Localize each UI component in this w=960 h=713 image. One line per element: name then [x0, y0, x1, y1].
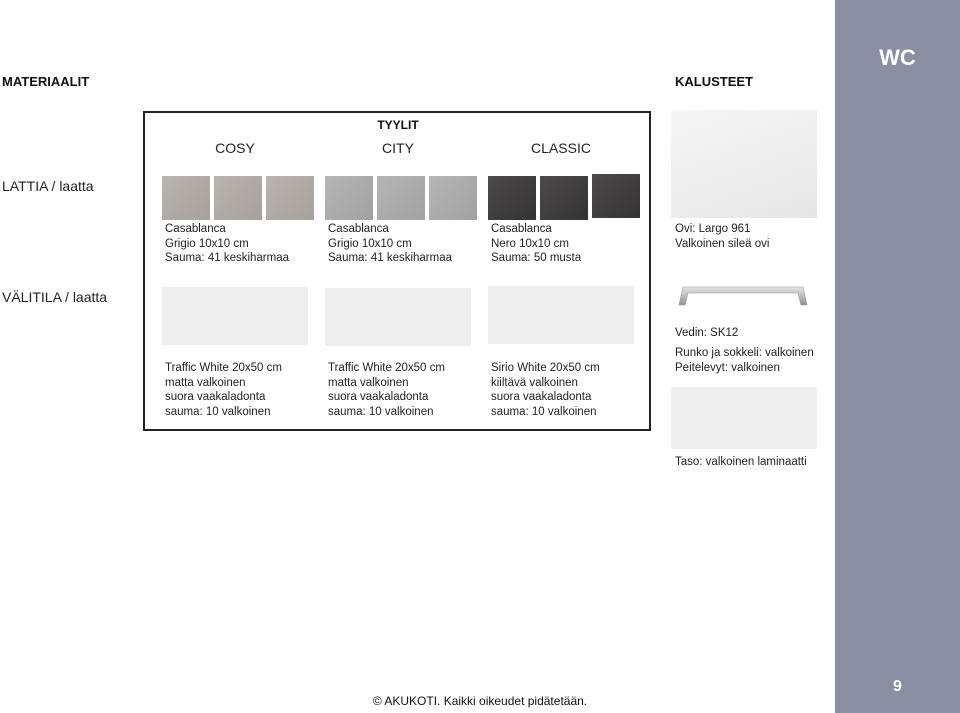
caption-line: kiiltävä valkoinen — [491, 376, 578, 389]
floor-caption-classic — [491, 222, 581, 266]
caption-line: Ovi: Largo 961 — [675, 223, 751, 235]
floor-swatch-classic-3 — [592, 174, 640, 218]
body-caption — [675, 346, 814, 375]
wall-caption-city — [328, 361, 445, 419]
counter-caption: Taso: valkoinen laminaatti — [675, 456, 807, 468]
floor-swatch-cosy-1 — [162, 176, 210, 220]
caption-line: matta valkoinen — [328, 376, 409, 389]
style-classic: CLASSIC — [531, 140, 591, 156]
floor-swatch-city-3 — [429, 176, 477, 220]
floor-swatch-city-2 — [377, 176, 425, 220]
copyright-footer: © AKUKOTI. Kaikki oikeudet pidätetään. — [372, 694, 588, 708]
section-title: WC — [879, 45, 916, 70]
caption-line: sauma: 10 valkoinen — [165, 405, 271, 418]
caption-line: Grigio 10x10 cm — [165, 237, 249, 250]
page-number: 9 — [893, 678, 902, 695]
style-city: CITY — [382, 140, 414, 156]
counter-image — [671, 387, 817, 449]
styles-heading: TYYLIT — [377, 118, 419, 132]
caption-line: matta valkoinen — [165, 376, 246, 389]
floor-swatch-city-1 — [325, 176, 373, 220]
materials-heading: MATERIAALIT — [2, 74, 90, 89]
door-image — [671, 110, 817, 218]
floor-swatch-cosy-3 — [266, 176, 314, 220]
floor-row-label: LATTIA / laatta — [2, 178, 94, 194]
section-sidebar — [835, 0, 960, 713]
wall-tile-city — [325, 288, 471, 346]
floor-caption-cosy — [165, 222, 289, 266]
caption-line: Casablanca — [491, 223, 552, 235]
floor-caption-city — [328, 222, 452, 266]
caption-line: sauma: 10 valkoinen — [328, 405, 434, 418]
caption-line: suora vaakaladonta — [491, 391, 592, 403]
caption-line: Casablanca — [165, 223, 226, 235]
caption-line: Peitelevyt: valkoinen — [675, 361, 780, 374]
caption-line: Traffic White 20x50 cm — [328, 362, 445, 374]
caption-line: Traffic White 20x50 cm — [165, 362, 282, 374]
caption-line: Casablanca — [328, 223, 389, 235]
caption-line: Sauma: 50 musta — [491, 252, 582, 264]
wall-caption-classic — [491, 361, 600, 419]
wall-row-label: VÄLITILA / laatta — [2, 289, 108, 305]
handle-image — [675, 281, 811, 309]
caption-line: Sauma: 41 keskiharmaa — [328, 252, 453, 264]
handle-icon — [675, 281, 811, 309]
caption-line: Sirio White 20x50 cm — [491, 362, 600, 374]
caption-line: Nero 10x10 cm — [491, 237, 569, 250]
caption-line: sauma: 10 valkoinen — [491, 405, 597, 418]
floor-swatch-classic-1 — [488, 176, 536, 220]
floor-swatch-classic-2 — [540, 176, 588, 220]
door-caption — [675, 222, 769, 251]
caption-line: suora vaakaladonta — [165, 391, 266, 403]
caption-line: Grigio 10x10 cm — [328, 237, 412, 250]
fixtures-heading: KALUSTEET — [675, 74, 753, 89]
floor-swatch-cosy-2 — [214, 176, 262, 220]
caption-line: Sauma: 41 keskiharmaa — [165, 252, 290, 264]
wall-tile-cosy — [162, 287, 308, 345]
wall-tile-classic — [488, 286, 634, 344]
handle-caption: Vedin: SK12 — [675, 327, 739, 339]
caption-line: suora vaakaladonta — [328, 391, 429, 403]
style-cosy: COSY — [215, 140, 255, 156]
caption-line: Runko ja sokkeli: valkoinen — [675, 347, 814, 359]
wall-caption-cosy — [165, 361, 282, 419]
caption-line: Valkoinen sileä ovi — [675, 237, 770, 250]
